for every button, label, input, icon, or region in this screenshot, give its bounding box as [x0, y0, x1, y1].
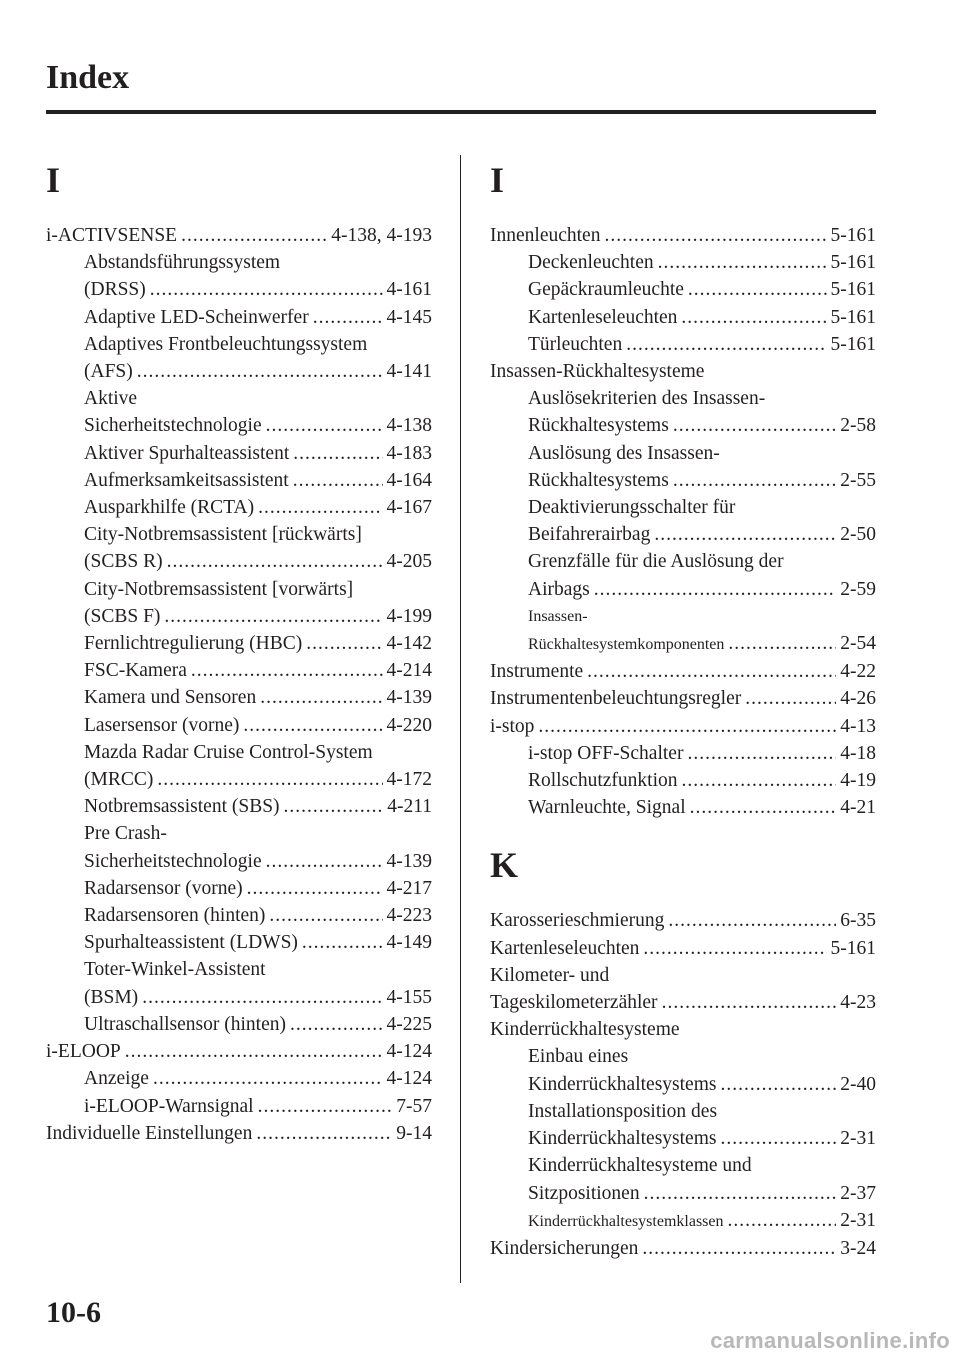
leader-dots — [720, 1125, 836, 1152]
leader-dots — [538, 713, 836, 740]
entry-term: Kindersicherungen — [490, 1237, 639, 1259]
index-subentry — [46, 684, 432, 711]
column-divider — [460, 155, 461, 1283]
index-subentry — [490, 1098, 876, 1152]
leader-dots — [688, 276, 827, 303]
leader-dots — [720, 1071, 836, 1098]
leader-dots — [682, 767, 837, 794]
entry-page: 4-23 — [840, 992, 876, 1014]
entry-term: Tageskilometerzähler — [490, 992, 658, 1014]
entry-term: (MRCC) — [84, 769, 154, 791]
entry-term: Anzeige — [84, 1068, 149, 1090]
entry-term: Instrumentenbeleuchtungsregler — [490, 688, 742, 710]
entry-term: Notbremsassistent (SBS) — [84, 796, 280, 818]
leader-dots — [626, 331, 826, 358]
index-subentry — [46, 657, 432, 684]
watermark: carmanualsonline.info — [710, 1328, 950, 1353]
entry-page: 4-142 — [386, 633, 432, 655]
entry-term: Sicherheitstechnologie — [84, 850, 262, 872]
entry-term-line1: Kinderrückhaltesysteme und — [528, 1155, 752, 1177]
leader-dots — [260, 684, 382, 711]
entry-page: 4-124 — [386, 1068, 432, 1090]
entry-page: 4-22 — [840, 661, 876, 683]
index-subentry — [46, 304, 432, 331]
index-subentry — [46, 956, 432, 1010]
entry-term: Spurhalteassistent (LDWS) — [84, 932, 298, 954]
leader-dots — [290, 1011, 383, 1038]
entry-term: Radarsensor (vorne) — [84, 877, 243, 899]
index-column-right — [490, 160, 876, 1262]
leader-dots — [690, 794, 837, 821]
header-rule — [46, 110, 876, 114]
entry-page: 5-161 — [830, 333, 876, 355]
index-subentry — [490, 794, 876, 821]
entry-page: 4-167 — [386, 497, 432, 519]
leader-dots — [256, 1120, 392, 1147]
index-subentry — [46, 1065, 432, 1092]
entry-page: 6-35 — [840, 910, 876, 932]
entry-page: 4-155 — [386, 986, 432, 1008]
index-subentry — [490, 331, 876, 358]
entry-term: Airbags — [528, 578, 590, 600]
leader-dots — [306, 630, 382, 657]
index-subentry — [490, 1152, 876, 1206]
leader-dots — [142, 984, 382, 1011]
leader-dots — [258, 1093, 393, 1120]
index-column-left — [46, 160, 432, 1147]
index-subentry — [490, 249, 876, 276]
leader-dots — [658, 249, 827, 276]
entry-page: 4-124 — [386, 1041, 432, 1063]
leader-dots — [313, 304, 383, 331]
entry-term: Rollschutzfunktion — [528, 770, 678, 792]
index-subentry — [490, 767, 876, 794]
leader-dots — [164, 603, 382, 630]
entry-term: (AFS) — [84, 361, 133, 383]
leader-dots — [681, 304, 826, 331]
index-entry — [490, 713, 876, 740]
leader-dots — [728, 1207, 837, 1234]
index-subentry — [490, 740, 876, 767]
entry-page: 4-21 — [840, 797, 876, 819]
entry-term-line1: Adaptives Frontbeleuchtungssystem — [84, 333, 368, 355]
section-letter-i: I — [490, 160, 505, 200]
entry-page: 4-205 — [386, 551, 432, 573]
entry-page: 4-199 — [386, 605, 432, 627]
entry-page: 4-164 — [386, 469, 432, 491]
leader-dots — [293, 467, 383, 494]
leader-dots — [745, 685, 836, 712]
entry-term: (SCBS F) — [84, 605, 161, 627]
entry-page: 4-220 — [386, 714, 432, 736]
index-subentry — [46, 385, 432, 439]
entry-page: 4-223 — [386, 905, 432, 927]
entry-term: (BSM) — [84, 986, 139, 1008]
leader-dots — [302, 929, 383, 956]
entry-page: 2-40 — [840, 1073, 876, 1095]
entry-term: Kinderrückhaltesystems — [528, 1073, 717, 1095]
entry-page: 4-13 — [840, 715, 876, 737]
entry-term-line1: Installationsposition des — [528, 1100, 718, 1122]
index-subentry — [490, 1043, 876, 1097]
entry-term-line1: Auslösung des Insassen- — [528, 442, 720, 464]
index-entry — [490, 358, 876, 385]
section-letter-k: K — [490, 845, 519, 886]
entry-term: i-stop OFF-Schalter — [528, 742, 684, 764]
leader-dots — [728, 630, 836, 657]
index-subentry — [490, 548, 876, 602]
entry-page: 9-14 — [396, 1122, 432, 1144]
entry-term: i-stop — [490, 715, 535, 737]
leader-dots — [125, 1038, 383, 1065]
index-subentry — [46, 576, 432, 630]
leader-dots — [662, 989, 837, 1016]
entry-page: 4-183 — [386, 442, 432, 464]
entry-term-line1: Toter-Winkel-Assistent — [84, 959, 266, 981]
leader-dots — [258, 494, 382, 521]
leader-dots — [247, 875, 383, 902]
index-subentry — [490, 440, 876, 494]
index-subentry — [46, 630, 432, 657]
leader-dots — [266, 412, 383, 439]
index-subentry — [46, 902, 432, 929]
entry-page: 2-31 — [840, 1209, 876, 1231]
index-entry — [490, 907, 876, 934]
entry-term: Rückhaltesystems — [528, 469, 669, 491]
entry-term: Karosserieschmierung — [490, 910, 665, 932]
index-subentry — [490, 1207, 876, 1235]
entry-page: 4-138 — [386, 415, 432, 437]
entry-term: Ausparkhilfe (RCTA) — [84, 497, 255, 519]
entry-term: Insassen-Rückhaltesysteme — [490, 361, 705, 383]
entry-term-line1: Deaktivierungsschalter für — [528, 497, 736, 519]
entry-page: 4-141 — [386, 361, 432, 383]
entry-term: Kamera und Sensoren — [84, 687, 257, 709]
entry-term: Gepäckraumleuchte — [528, 279, 684, 301]
entry-page: 5-161 — [830, 306, 876, 328]
leader-dots — [284, 793, 384, 820]
index-subentry — [46, 1093, 432, 1120]
entry-term-line1: Einbau eines — [528, 1046, 629, 1068]
leader-dots — [181, 222, 327, 249]
entry-page: 5-161 — [830, 279, 876, 301]
entry-term-line1: Auslösekriterien des Insassen- — [528, 388, 766, 410]
entry-term: i-ELOOP-Warnsignal — [84, 1095, 254, 1117]
index-subentry — [490, 304, 876, 331]
page-title: Index — [46, 59, 130, 96]
entry-page: 4-139 — [386, 687, 432, 709]
index-subentry — [490, 276, 876, 303]
entry-page: 4-149 — [386, 932, 432, 954]
index-subentry — [490, 603, 876, 658]
entry-page: 5-161 — [830, 937, 876, 959]
entry-term: Sitzpositionen — [528, 1182, 640, 1204]
entry-term-line1: City-Notbremsassistent [rückwärts] — [84, 524, 362, 546]
index-entry — [490, 222, 876, 249]
leader-dots — [293, 440, 382, 467]
section-letter-i: I — [46, 160, 61, 200]
entry-page: 4-19 — [840, 770, 876, 792]
leader-dots — [191, 657, 383, 684]
entry-page: 4-217 — [386, 877, 432, 899]
index-entry — [46, 222, 432, 249]
entry-term: Radarsensoren (hinten) — [84, 905, 266, 927]
leader-dots — [266, 848, 383, 875]
entry-term-line1: Grenzfälle für die Auslösung der — [528, 551, 784, 573]
entry-term: i-ELOOP — [46, 1041, 121, 1063]
entry-term: FSC-Kamera — [84, 660, 187, 682]
entry-page: 4-172 — [386, 769, 432, 791]
index-subentry — [46, 494, 432, 521]
index-entry — [490, 1235, 876, 1262]
entry-term: Instrumente — [490, 661, 584, 683]
index-subentry — [46, 793, 432, 820]
entry-page: 2-55 — [840, 469, 876, 491]
index-entry — [490, 1016, 876, 1043]
leader-dots — [243, 712, 382, 739]
entry-term: i-ACTIVSENSE — [46, 225, 178, 246]
entry-term: Warnleuchte, Signal — [528, 797, 686, 819]
entry-page: 4-18 — [840, 742, 876, 764]
entry-term-line1: Insassen- — [528, 607, 588, 625]
entry-term: Deckenleuchten — [528, 252, 654, 274]
index-subentry — [46, 331, 432, 385]
index-subentry — [46, 820, 432, 874]
entry-term: (DRSS) — [84, 279, 146, 301]
leader-dots — [687, 740, 836, 767]
entry-page: 2-59 — [840, 578, 876, 600]
entry-page: 4-211 — [387, 796, 432, 818]
leader-dots — [668, 907, 836, 934]
entry-page: 2-58 — [840, 415, 876, 437]
entry-page: 7-57 — [396, 1095, 432, 1117]
entry-page: 4-145 — [386, 306, 432, 328]
index-entry — [46, 1120, 432, 1147]
entry-term: Beifahrerairbag — [528, 524, 651, 546]
entry-term: Innenleuchten — [490, 225, 601, 246]
entry-term-line1: Abstandsführungssystem — [84, 252, 281, 274]
leader-dots — [137, 358, 383, 385]
entry-page: 2-50 — [840, 524, 876, 546]
entry-term: Ultraschallsensor (hinten) — [84, 1013, 286, 1035]
leader-dots — [644, 1180, 837, 1207]
leader-dots — [642, 1235, 836, 1262]
entry-page: 3-24 — [840, 1237, 876, 1259]
index-subentry — [46, 249, 432, 303]
entry-page: 5-161 — [830, 225, 876, 246]
index-entry — [46, 1038, 432, 1065]
entry-term-line1: Pre Crash- — [84, 823, 167, 845]
entry-term: Lasersensor (vorne) — [84, 714, 240, 736]
entry-term-line1: Aktive — [84, 388, 138, 410]
entry-page: 4-214 — [386, 660, 432, 682]
entry-term: Türleuchten — [528, 333, 623, 355]
leader-dots — [269, 902, 382, 929]
index-subentry — [46, 440, 432, 467]
entry-term: Aufmerksamkeitsassistent — [84, 469, 289, 491]
entry-term: Rückhaltesystems — [528, 415, 669, 437]
leader-dots — [643, 935, 826, 962]
entry-page: 4-225 — [386, 1013, 432, 1035]
index-subentry — [46, 467, 432, 494]
entry-term: Kartenleseleuchten — [528, 306, 678, 328]
index-subentry — [490, 385, 876, 439]
entry-page: 2-31 — [840, 1128, 876, 1150]
entry-term-line1: Mazda Radar Cruise Control-System — [84, 741, 373, 763]
entry-page: 4-139 — [386, 850, 432, 872]
index-entry — [490, 685, 876, 712]
leader-dots — [604, 222, 826, 249]
index-entry — [490, 658, 876, 685]
entry-term: Kinderrückhaltesysteme — [490, 1019, 680, 1041]
entry-term: Fernlichtregulierung (HBC) — [84, 633, 303, 655]
entry-term: Kartenleseleuchten — [490, 937, 640, 959]
leader-dots — [673, 467, 836, 494]
leader-dots — [153, 1065, 383, 1092]
index-entry — [490, 962, 876, 1016]
entry-term-line1: City-Notbremsassistent [vorwärts] — [84, 578, 354, 600]
entry-term: Kinderrückhaltesystemklassen — [528, 1212, 724, 1230]
index-subentry — [46, 1011, 432, 1038]
entry-term: Kinderrückhaltesystems — [528, 1128, 717, 1150]
entry-term-line1: Kilometer- und — [490, 964, 610, 986]
index-subentry — [46, 929, 432, 956]
leader-dots — [157, 766, 382, 793]
leader-dots — [654, 521, 836, 548]
index-subentry — [46, 875, 432, 902]
entry-page: 4-161 — [386, 279, 432, 301]
entry-page: 5-161 — [830, 252, 876, 274]
page-number: 10-6 — [46, 1296, 101, 1329]
leader-dots — [594, 576, 837, 603]
entry-term: Adaptive LED-Scheinwerfer — [84, 306, 309, 328]
entry-term: Individuelle Einstellungen — [46, 1122, 253, 1144]
index-subentry — [46, 521, 432, 575]
entry-term: (SCBS R) — [84, 551, 163, 573]
entry-page: 2-54 — [840, 633, 876, 655]
index-subentry — [46, 712, 432, 739]
entry-page: 4-26 — [840, 688, 876, 710]
index-subentry — [490, 494, 876, 548]
index-entry — [490, 935, 876, 962]
entry-term: Sicherheitstechnologie — [84, 415, 262, 437]
leader-dots — [167, 548, 383, 575]
leader-dots — [673, 412, 836, 439]
leader-dots — [587, 658, 836, 685]
entry-page: 2-37 — [840, 1182, 876, 1204]
entry-term: Rückhaltesystemkomponenten — [528, 636, 725, 654]
leader-dots — [150, 276, 383, 303]
entry-term: Aktiver Spurhalteassistent — [84, 442, 290, 464]
index-subentry — [46, 739, 432, 793]
entry-page: 4-138, 4-193 — [331, 225, 432, 246]
